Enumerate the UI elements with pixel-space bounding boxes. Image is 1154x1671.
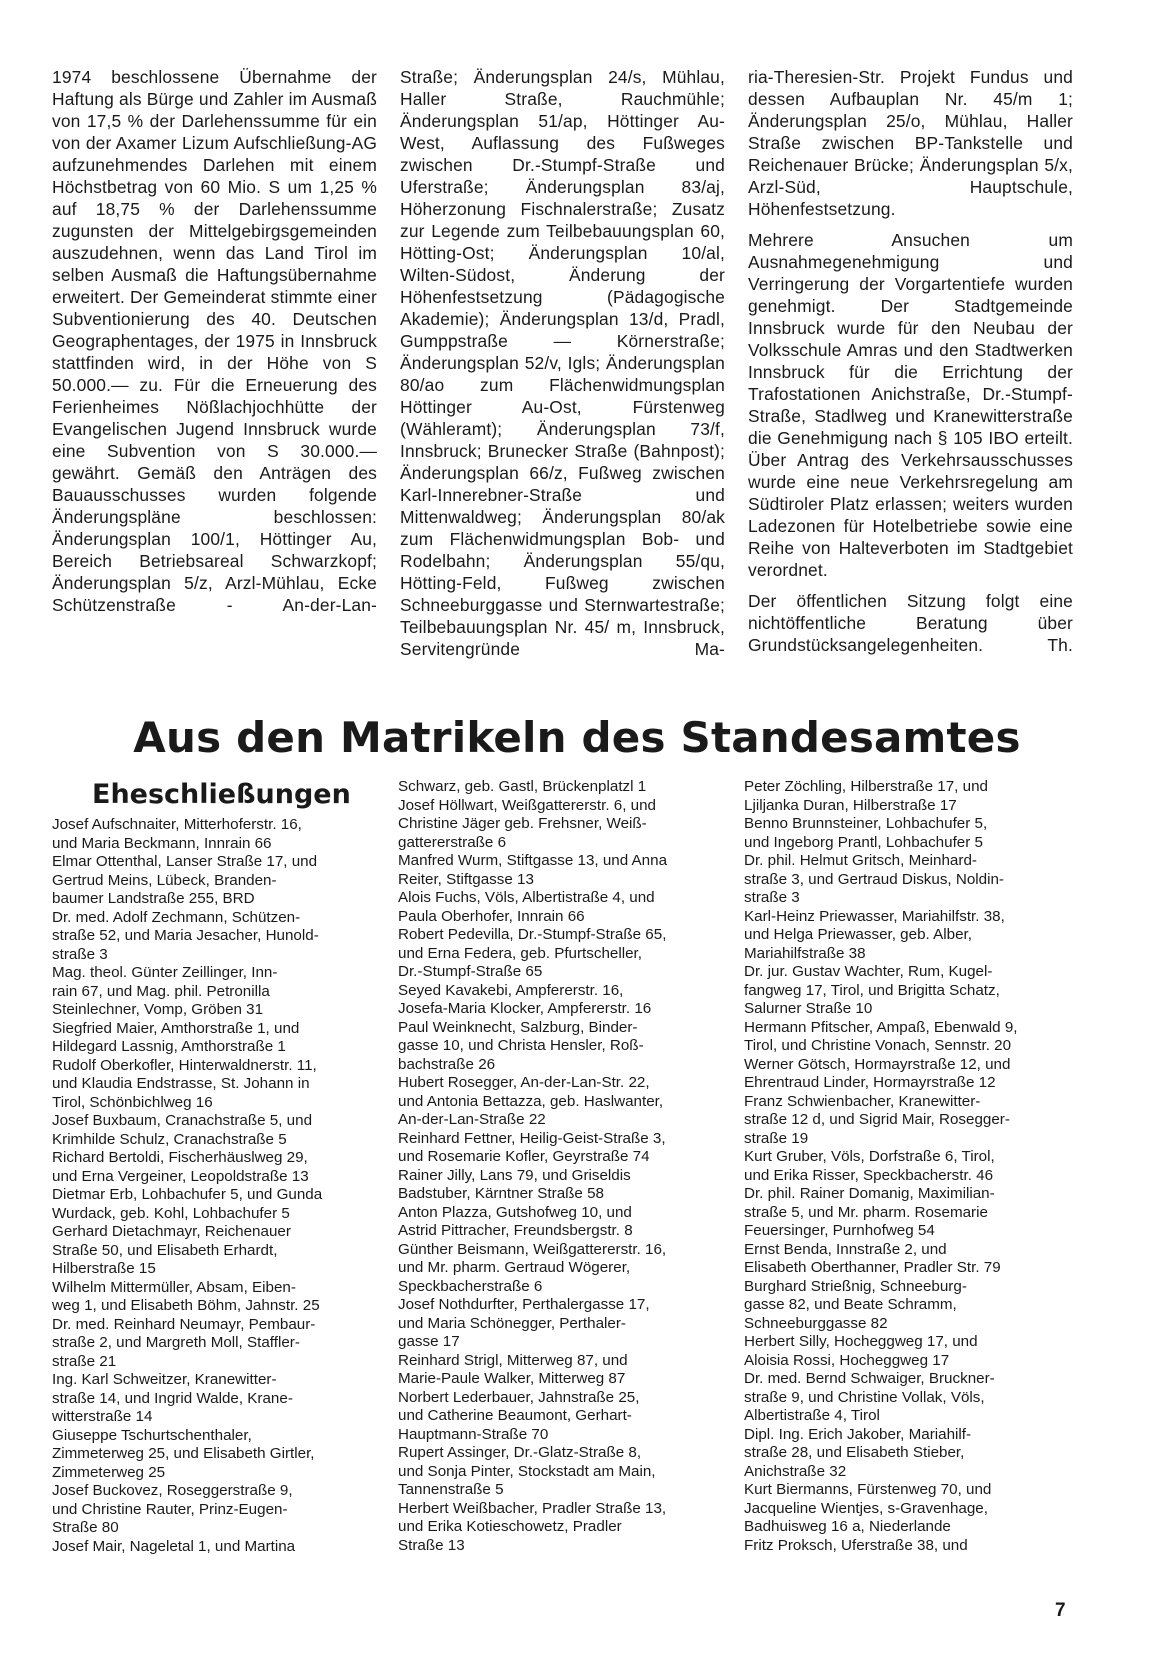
marriage-entry: Benno Brunnsteiner, Lohbachufer 5, und Ingeborg Prantl, Lohbachufer 5 xyxy=(744,815,988,851)
section-title: Aus den Matrikeln des Standesamtes xyxy=(133,713,1021,762)
marriage-entry: Herbert Weißbacher, Pradler Straße 13, und Erika Kotieschowetz, Pradler Straße 13 xyxy=(398,1499,667,1554)
marriage-column-3 xyxy=(744,778,1072,1556)
marriage-entry: Werner Götsch, Hormayrstraße 12, und Ehrentraud Linder, Hormayrstraße 12 xyxy=(744,1055,1011,1091)
marriage-entry: Reinhard Strigl, Mitterweg 87, und Marie-Paule Walker, Mitterweg 87 xyxy=(398,1351,628,1387)
marriage-entry: Dr. med. Bernd Schwaiger, Bruckner- straße 9, und Christine Vollak, Völs, Albertistraße 4, Tirol xyxy=(744,1370,995,1424)
marriage-entry: Burghard Strießnig, Schneeburg- gasse 82, und Beate Schramm, Schneeburggasse 82 xyxy=(744,1277,967,1332)
marriage-entry: Josef Aufschnaiter, Mitterhoferstr. 16, und Maria Beckmann, Innrain 66 xyxy=(52,816,302,852)
article-paragraph: Mehrere Ansuchen um Ausnahmegenehmigung und Verringerung der Vorgartentiefe wurden genehmigt. Der Stadtgemeinde Innsbruck wurde für den Neubau der Volksschule Amras und den Stadtwerken Innsbruck für die Errichtung der Trafostationen Anichstraße, Dr.-Stumpf-Straße, Stadlweg und Kranewitterstraße die Genehmigung nach § 105 IBO erteilt. Über Antrag des Verkehrsausschusses wurde eine neue Verkehrsregelung am Südtiroler Platz erlassen; weiters wurden Ladezonen für Hotelbetriebe sowie eine Reihe von Halteverboten im Stadtgebiet verordnet. xyxy=(748,230,1073,580)
article-column-2 xyxy=(400,66,725,666)
marriage-entry: Josef Nothdurfter, Perthalergasse 17, und Maria Schönegger, Perthaler- gasse 17 xyxy=(398,1296,650,1350)
marriage-entry: Herbert Silly, Hocheggweg 17, und Aloisia Rossi, Hocheggweg 17 xyxy=(744,1333,978,1369)
article-paragraph: 1974 beschlossene Übernahme der Haftung als Bürge und Zahler im Ausmaß von 17,5 % der Darlehenssumme für ein von der Axamer Lizum Aufschließung-AG aufzunehmendes Darlehen mit einem Höchstbetrag von 60 Mio. S um 1,25 % auf 18,75 % der Darlehenssumme zugunsten der Mittelgebirgsgemeinden auszudehnen, wenn das Land Tirol im selben Ausmaß die Haftungsübernahme erweitert. Der Gemeinderat stimmte einer Subventionierung des 40. Deutschen Geographentages, der 1975 in Innsbruck stattfinden wird, in der Höhe von S 50.000.— zu. Für die Erneuerung des Ferienheimes Nößlachjochhütte der Evangelischen Jugend Innsbruck wurde eine Subvention von S 30.000.— gewährt. Gemäß den Anträgen des Bauausschusses wurden folgende Änderungspläne beschlossen: Änderungsplan 100/1, Höttinger Au, Bereich Betriebsareal Schwarzkopf; Änderungsplan 5/z, Arzl-Mühlau, Ecke Schützenstraße - An-der-Lan- xyxy=(52,67,377,615)
marriage-entry: Paul Weinknecht, Salzburg, Binder- gasse 10, und Christa Hensler, Roß- bachstraße 26 xyxy=(398,1018,644,1073)
marriage-entry: Hubert Rosegger, An-der-Lan-Str. 22, und Antonia Bettazza, geb. Haslwanter, An-der-Lan-Straße 22 xyxy=(398,1074,664,1128)
marriage-entry: Ernst Benda, Innstraße 2, und Elisabeth Oberthanner, Pradler Str. 79 xyxy=(744,1240,1001,1276)
marriage-entry: Dr. phil. Rainer Domanig, Maximilian- straße 5, und Mr. pharm. Rosemarie Feuersinger, Purnhofweg 54 xyxy=(744,1185,995,1239)
marriage-entry: Anton Plazza, Gutshofweg 10, und Astrid Pittracher, Freundsbergstr. 8 xyxy=(398,1203,633,1239)
marriage-entry: Franz Schwienbacher, Kranewitter- straße 12 d, und Sigrid Mair, Rosegger- straße 19 xyxy=(744,1092,1010,1147)
marriage-entry: Dipl. Ing. Erich Jakober, Mariahilf- straße 28, und Elisabeth Stieber, Anichstraße 32 xyxy=(744,1425,972,1480)
article-paragraph: Straße; Änderungsplan 24/s, Mühlau, Haller Straße, Rauchmühle; Änderungsplan 51/ap, Höttinger Au-West, Auflassung des Fußweges zwischen Dr.-Stumpf-Straße und Uferstraße; Änderungsplan 83/aj, Höherzonung Fischnalerstraße; Zusatz zur Legende zum Teilbebauungsplan 60, Hötting-Ost; Änderungsplan 10/al, Wilten-Südost, Änderung der Höhenfestsetzung (Pädagogische Akademie); Änderungsplan 13/d, Pradl, Gumppstraße — Körnerstraße; Änderungsplan 52/v, Igls; Änderungsplan 80/ao zum Flächenwidmungsplan Höttinger Au-Ost, Fürstenweg (Wähleramt); Änderungsplan 73/f, Innsbruck; Brunecker Straße (Bahnpost); Änderungsplan 66/z, Fußweg zwischen Karl-Innerebner-Straße und Mittenwaldweg; Änderungsplan 80/ak zum Flächenwidmungsplan Bob- und Rodelbahn; Änderungsplan 55/qu, Hötting-Feld, Fußweg zwischen Schneeburggasse und Sternwartestraße; Teilbebauungsplan Nr. 45/ m, Innsbruck, Servitengründe Ma- xyxy=(400,67,725,659)
marriage-entry: Rudolf Oberkofler, Hinterwaldnerstr. 11, und Klaudia Endstrasse, St. Johann in Tirol, Schönbichlweg 16 xyxy=(52,1056,317,1111)
marriage-entry: Peter Zöchling, Hilberstraße 17, und Ljiljanka Duran, Hilberstraße 17 xyxy=(744,778,988,814)
marriage-entry: Kurt Biermanns, Fürstenweg 70, und Jacqueline Wientjes, s-Gravenhage, Badhuisweg 16 a, Niederlande xyxy=(744,1481,992,1535)
marriage-entry: Dr. med. Adolf Zechmann, Schützen- straße 52, und Maria Jesacher, Hunold- straße 3 xyxy=(52,908,319,963)
marriage-entry: Siegfried Maier, Amthorstraße 1, und Hildegard Lassnig, Amthorstraße 1 xyxy=(52,1019,300,1055)
marriage-columns xyxy=(52,778,1072,1556)
marriage-column-1 xyxy=(52,778,380,1556)
article-column-1 xyxy=(52,66,377,666)
marriage-entry: Hermann Pfitscher, Ampaß, Ebenwald 9, Tirol, und Christine Vonach, Sennstr. 20 xyxy=(744,1018,1018,1054)
page-number: 7 xyxy=(1055,1600,1066,1621)
marriage-entry: Günther Beismann, Weißgattererstr. 16, und Mr. pharm. Gertraud Wögerer, Speckbacherstraße 6 xyxy=(398,1240,667,1295)
marriage-entry: Elmar Ottenthal, Lanser Straße 17, und Gertrud Meins, Lübeck, Branden- baumer Landstraße 255, BRD xyxy=(52,853,318,907)
marriage-entry: Kurt Gruber, Völs, Dorfstraße 6, Tirol, und Erika Risser, Speckbacherstr. 46 xyxy=(744,1148,995,1184)
marriage-entry: Wilhelm Mittermüller, Absam, Eiben- weg 1, und Elisabeth Böhm, Jahnstr. 25 xyxy=(52,1278,320,1314)
marriage-entry: Richard Bertoldi, Fischerhäuslweg 29, und Erna Vergeiner, Leopoldstraße 13 xyxy=(52,1149,309,1185)
marriage-entry: Karl-Heinz Priewasser, Mariahilfstr. 38, und Helga Priewasser, geb. Alber, Mariahilfstraße 38 xyxy=(744,907,1005,962)
subheading: Eheschließungen xyxy=(92,779,351,810)
article-paragraph: ria-Theresien-Str. Projekt Fundus und dessen Aufbauplan Nr. 45/m 1; Änderungsplan 25/o, Mühlau, Haller Straße zwischen BP-Tankstelle und Reichenauer Brücke; Änderungsplan 5/x, Arzl-Süd, Hauptschule, Höhenfestsetzung. xyxy=(748,67,1073,219)
marriage-entry: Dr. med. Reinhard Neumayr, Pembaur- straße 2, und Margreth Moll, Staffler- straße 21 xyxy=(52,1315,316,1370)
marriage-entry: Josef Höllwart, Weißgattererstr. 6, und Christine Jäger geb. Frehsner, Weiß- gattererstraße 6 xyxy=(398,796,657,851)
marriage-entry: Mag. theol. Günter Zeillinger, Inn- rain 67, und Mag. phil. Petronilla Steinlechner, Vomp, Gröben 31 xyxy=(52,964,278,1018)
marriage-entry: Rainer Jilly, Lans 79, und Griseldis Badstuber, Kärntner Straße 58 xyxy=(398,1166,631,1202)
marriage-entry: Fritz Proksch, Uferstraße 38, und xyxy=(744,1536,968,1554)
marriage-entry: Schwarz, geb. Gastl, Brückenplatzl 1 xyxy=(398,778,647,795)
marriage-entry: Alois Fuchs, Völs, Albertistraße 4, und Paula Oberhofer, Innrain 66 xyxy=(398,889,655,925)
marriage-entry: Josef Mair, Nageletal 1, und Martina xyxy=(52,1537,296,1555)
marriage-entry: Dr. jur. Gustav Wachter, Rum, Kugel- fangweg 17, Tirol, und Brigitta Schatz, Salurner Straße 10 xyxy=(744,963,1000,1017)
article-paragraph: Der öffentlichen Sitzung folgt eine nichtöffentliche Beratung über Grundstücksangelegenheiten. Th. xyxy=(748,591,1073,655)
marriage-entry: Reinhard Fettner, Heilig-Geist-Straße 3, und Rosemarie Kofler, Geyrstraße 74 xyxy=(398,1129,666,1165)
marriage-entry: Rupert Assinger, Dr.-Glatz-Straße 8, und Sonja Pinter, Stockstadt am Main, Tannenstraße 5 xyxy=(398,1444,656,1498)
marriage-entry: Manfred Wurm, Stiftgasse 13, und Anna Reiter, Stiftgasse 13 xyxy=(398,852,668,888)
marriage-entry: Ing. Karl Schweitzer, Kranewitter- straße 14, und Ingrid Walde, Krane- witterstraße 14 xyxy=(52,1371,293,1425)
marriage-entry: Dr. phil. Helmut Gritsch, Meinhard- straße 3, und Gertraud Diskus, Noldin- straße 3 xyxy=(744,852,1004,906)
marriage-entry: Josef Buxbaum, Cranachstraße 5, und Krimhilde Schulz, Cranachstraße 5 xyxy=(52,1112,313,1148)
article-columns xyxy=(52,66,1074,666)
marriage-entry: Dietmar Erb, Lohbachufer 5, und Gunda Wurdack, geb. Kohl, Lohbachufer 5 xyxy=(52,1186,323,1222)
article-column-3 xyxy=(748,66,1073,666)
marriage-entry: Giuseppe Tschurtschenthaler, Zimmeterweg 25, und Elisabeth Girtler, Zimmeterweg 25 xyxy=(52,1426,315,1481)
marriage-entry: Robert Pedevilla, Dr.-Stumpf-Straße 65, und Erna Federa, geb. Pfurtscheller, Dr.-Stumpf-Straße 65 xyxy=(398,926,667,980)
marriage-entry: Gerhard Dietachmayr, Reichenauer Straße 50, und Elisabeth Erhardt, Hilberstraße 15 xyxy=(52,1223,291,1277)
marriage-entry: Josef Buckovez, Roseggerstraße 9, und Christine Rauter, Prinz-Eugen- Straße 80 xyxy=(52,1482,293,1536)
marriage-entry: Seyed Kavakebi, Ampfererstr. 16, Josefa-Maria Klocker, Ampfererstr. 16 xyxy=(398,981,652,1017)
marriage-column-2 xyxy=(398,778,726,1556)
marriage-entry: Norbert Lederbauer, Jahnstraße 25, und Catherine Beaumont, Gerhart- Hauptmann-Straße 70 xyxy=(398,1388,640,1443)
